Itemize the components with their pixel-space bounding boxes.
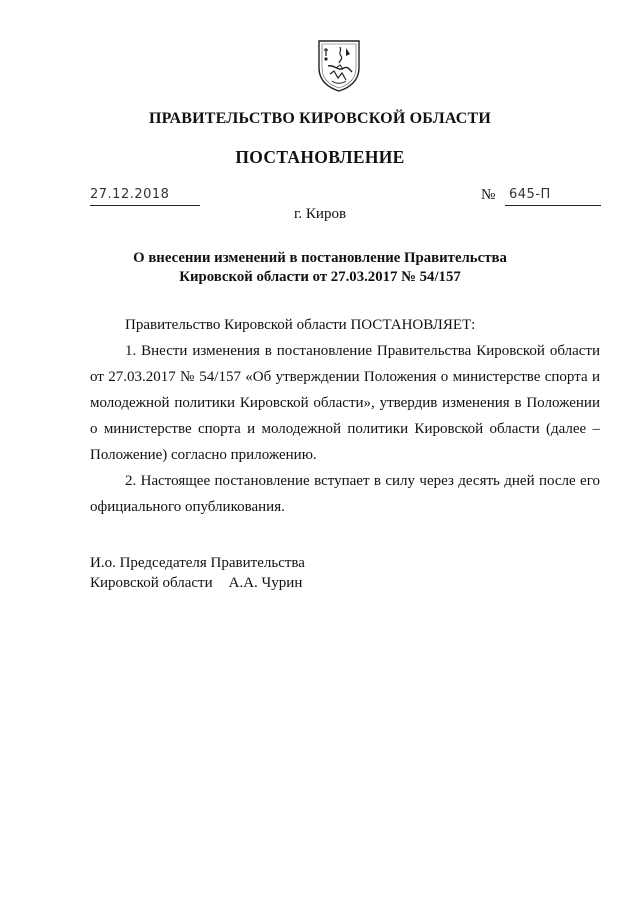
- document-number-field: [481, 187, 601, 207]
- subject-line: О внесении изменений в постановление Правительства: [133, 250, 507, 266]
- signatory-line: [90, 573, 305, 593]
- resolution-item-1: 1. Внести изменения в постановление Правительства Кировской области от 27.03.2017 № 54/157 «Об утверждении Положения о министерстве спорта и молодежной политики Кировской области», утвердив изменения в Положении о министерстве спорта и молодежной политики Кировской области (далее – Положение) согласно приложению.: [90, 343, 600, 463]
- document-type: ПОСТАНОВЛЕНИЕ: [235, 147, 405, 167]
- document-number: 645-П: [509, 187, 551, 202]
- document-date: 27.12.2018: [90, 187, 170, 202]
- signatory-title-cont: Кировской области: [90, 575, 213, 591]
- signatory-title: И.о. Председателя Правительства: [90, 555, 305, 571]
- resolution-item-2: 2. Настоящее постановление вступает в силу через десять дней после его официального опубликования.: [90, 473, 600, 515]
- coat-of-arms-icon: [316, 38, 362, 93]
- document-subject: [100, 249, 540, 287]
- number-sign: №: [481, 187, 496, 203]
- document-date-field: [90, 187, 200, 207]
- signatory-name: А.А. Чурин: [228, 575, 303, 591]
- city: г. Киров: [293, 206, 347, 222]
- government-title: ПРАВИТЕЛЬСТВО КИРОВСКОЙ ОБЛАСТИ: [148, 110, 492, 127]
- resolution-intro: Правительство Кировской области ПОСТАНОВЛЯЕТ:: [125, 317, 476, 333]
- signature-block: [90, 553, 305, 593]
- subject-line: Кировской области от 27.03.2017 № 54/157: [179, 269, 461, 285]
- document-body: [90, 312, 600, 520]
